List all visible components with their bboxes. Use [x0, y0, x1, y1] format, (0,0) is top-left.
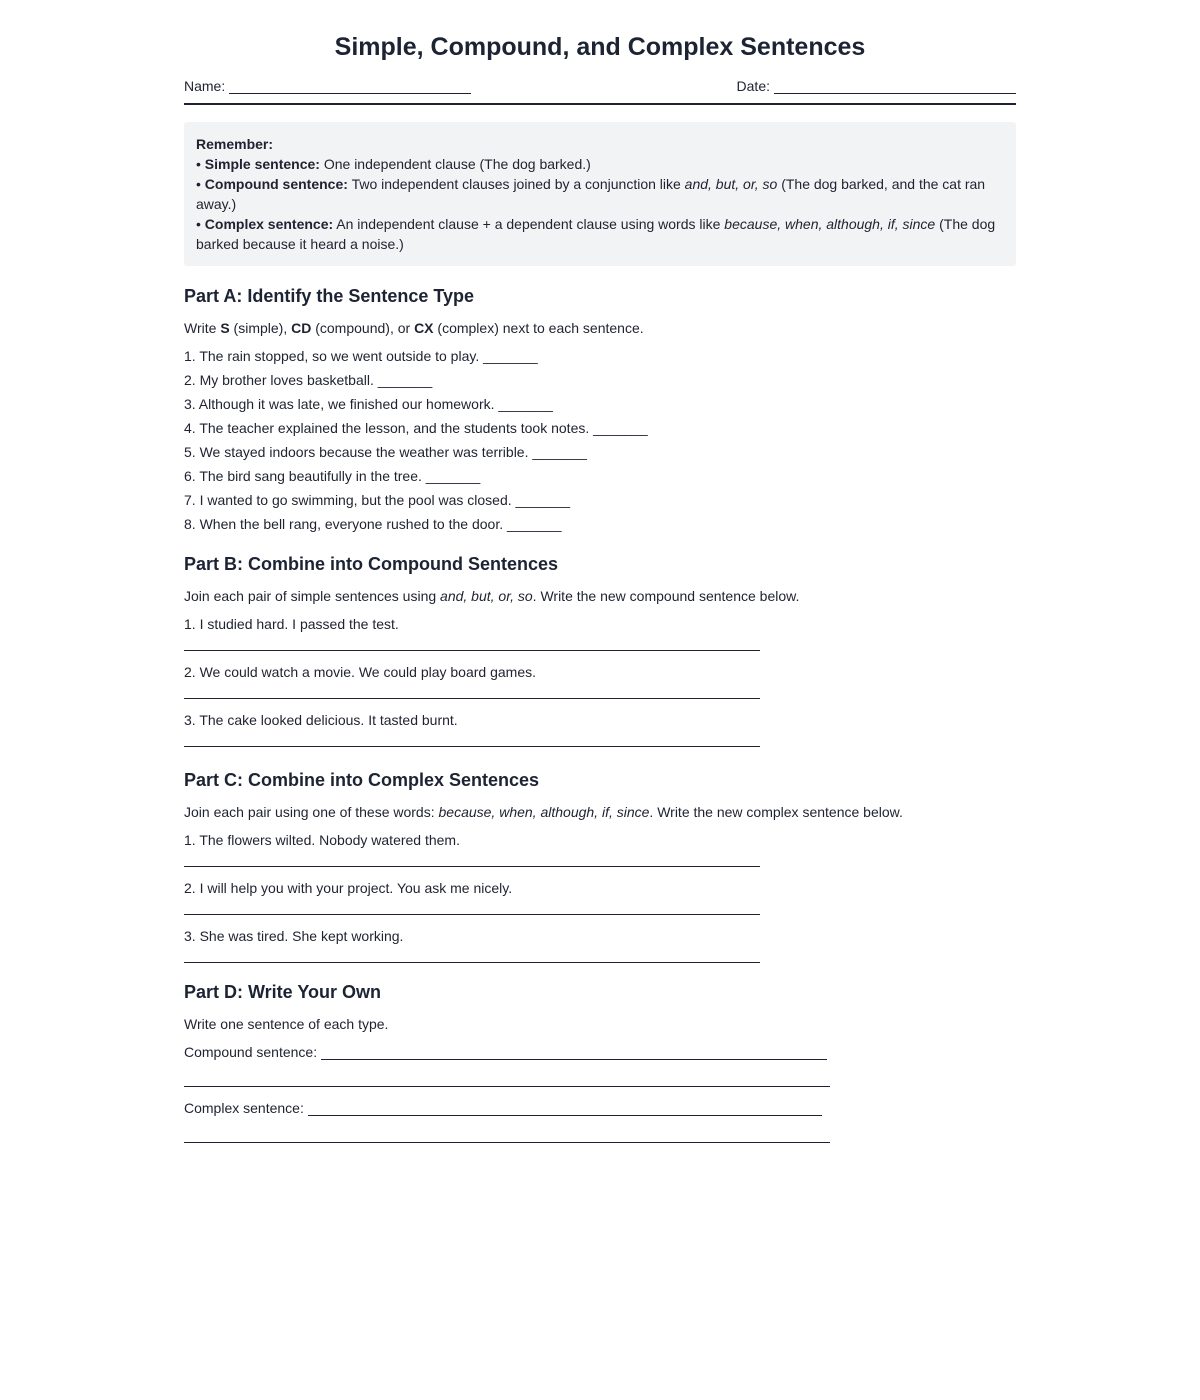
- name-field[interactable]: [184, 77, 471, 95]
- remember-heading: Remember:: [196, 136, 274, 152]
- part-a-item[interactable]: 2. My brother loves basketball. _______: [184, 372, 433, 388]
- part-a-heading: Part A: Identify the Sentence Type: [184, 286, 475, 306]
- remember-compound: • Compound sentence: Two independent clauses joined by a conjunction like and, but, or, so (The dog barked, and the cat ran away.): [196, 176, 986, 212]
- answer-line[interactable]: [184, 866, 760, 867]
- name-blank[interactable]: [229, 79, 471, 94]
- complex-sentence-field[interactable]: [184, 1099, 822, 1117]
- answer-line[interactable]: [184, 698, 760, 699]
- remember-box: [184, 122, 1016, 266]
- name-label: Name:: [184, 78, 226, 94]
- page-title: Simple, Compound, and Complex Sentences: [334, 33, 866, 61]
- remember-simple: • Simple sentence: One independent clause (The dog barked.): [196, 156, 591, 172]
- date-blank[interactable]: [774, 79, 1016, 94]
- part-c-item: 1. The flowers wilted. Nobody watered them.: [184, 832, 460, 848]
- compound-blank[interactable]: [321, 1045, 827, 1060]
- part-d-instructions: Write one sentence of each type.: [184, 1016, 389, 1032]
- compound-sentence-field[interactable]: [184, 1043, 827, 1061]
- answer-line[interactable]: [184, 650, 760, 651]
- part-b-item: 3. The cake looked delicious. It tasted burnt.: [184, 712, 458, 728]
- complex-blank[interactable]: [308, 1101, 822, 1116]
- part-b-heading: Part B: Combine into Compound Sentences: [184, 554, 559, 574]
- part-b-item: 1. I studied hard. I passed the test.: [184, 616, 399, 632]
- answer-line[interactable]: [184, 962, 760, 963]
- header-divider: [184, 103, 1016, 105]
- compound-label: Compound sentence:: [184, 1044, 318, 1060]
- answer-line[interactable]: [184, 746, 760, 747]
- answer-line[interactable]: [184, 1142, 830, 1143]
- part-a-item[interactable]: 1. The rain stopped, so we went outside to play. _______: [184, 348, 538, 364]
- answer-line[interactable]: [184, 914, 760, 915]
- part-a-item[interactable]: 3. Although it was late, we finished our homework. _______: [184, 396, 553, 412]
- part-c-instructions: Join each pair using one of these words: because, when, although, if, since. Write the new complex sentence below.: [184, 804, 903, 820]
- part-d-heading: Part D: Write Your Own: [184, 982, 382, 1002]
- part-a-item[interactable]: 7. I wanted to go swimming, but the pool was closed. _______: [184, 492, 571, 508]
- part-a-item[interactable]: 6. The bird sang beautifully in the tree. _______: [184, 468, 481, 484]
- complex-label: Complex sentence:: [184, 1100, 304, 1116]
- part-c-item: 3. She was tired. She kept working.: [184, 928, 404, 944]
- part-b-item: 2. We could watch a movie. We could play board games.: [184, 664, 536, 680]
- part-a-item[interactable]: 8. When the bell rang, everyone rushed to the door. _______: [184, 516, 562, 532]
- remember-complex: • Complex sentence: An independent clause + a dependent clause using words like because, when, although, if, since (The dog barked because it heard a noise.): [196, 216, 996, 252]
- part-a-instructions: Write S (simple), CD (compound), or CX (complex) next to each sentence.: [184, 320, 644, 336]
- part-c-heading: Part C: Combine into Complex Sentences: [184, 770, 540, 790]
- part-b-instructions: Join each pair of simple sentences using and, but, or, so. Write the new compound sentence below.: [184, 588, 800, 604]
- name-date-row: [184, 77, 1016, 95]
- answer-line[interactable]: [184, 1086, 830, 1087]
- date-field[interactable]: [737, 77, 1016, 95]
- date-label: Date:: [736, 78, 770, 94]
- part-a-item[interactable]: 4. The teacher explained the lesson, and the students took notes. _______: [184, 420, 648, 436]
- part-a-item[interactable]: 5. We stayed indoors because the weather was terrible. _______: [184, 444, 587, 460]
- part-c-item: 2. I will help you with your project. You ask me nicely.: [184, 880, 513, 896]
